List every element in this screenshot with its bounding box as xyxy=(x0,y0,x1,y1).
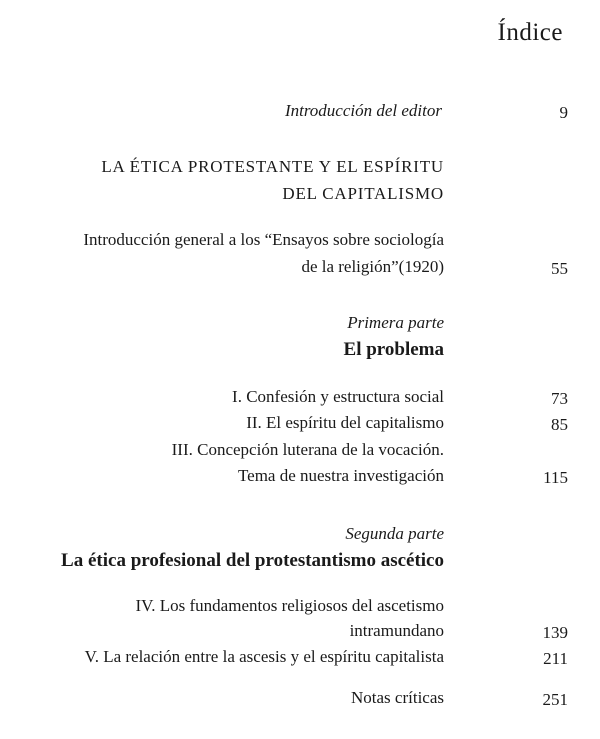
toc-page-ch1: 73 xyxy=(551,389,568,408)
toc-entry-ch5: V. La relación entre la ascesis y el espíritu capitalista xyxy=(84,647,444,666)
toc-page-intro-general: 55 xyxy=(551,259,568,278)
toc-page-ch3: 115 xyxy=(543,468,568,487)
part2-title: La ética profesional del protestantismo ascético xyxy=(61,550,444,571)
toc-entry-intro-editor: Introducción del editor xyxy=(284,101,442,120)
toc-entry-intro-general-line1: Introducción general a los “Ensayos sobre sociología xyxy=(83,230,444,249)
toc-entry-ch1: I. Confesión y estructura social xyxy=(232,387,444,406)
toc-entry-ch3-line1: III. Concepción luterana de la vocación. xyxy=(171,440,444,459)
part-main-title-line2: DEL CAPITALISMO xyxy=(282,184,444,203)
toc-page-intro-editor: 9 xyxy=(559,103,568,122)
part2-label: Segunda parte xyxy=(345,524,444,543)
toc-page-notes: 251 xyxy=(542,690,568,709)
toc-entry-notes: Notas críticas xyxy=(351,688,444,707)
toc-page-ch5: 211 xyxy=(543,649,568,668)
page-title: Índice xyxy=(497,19,563,46)
toc-page-ch2: 85 xyxy=(551,415,568,434)
toc-entry-ch4-line1: IV. Los fundamentos religiosos del ascetismo xyxy=(135,596,444,615)
part-main-title-line1: LA ÉTICA PROTESTANTE Y EL ESPÍRITU xyxy=(101,157,444,176)
part1-title: El problema xyxy=(343,339,444,360)
toc-entry-ch2: II. El espíritu del capitalismo xyxy=(246,413,444,432)
toc-entry-ch3-line2: Tema de nuestra investigación xyxy=(237,466,444,485)
part1-label: Primera parte xyxy=(347,313,444,332)
toc-page-ch4: 139 xyxy=(542,623,568,642)
toc-entry-ch4-line2: intramundano xyxy=(349,621,444,640)
toc-entry-intro-general-line2: de la religión”(1920) xyxy=(301,257,444,276)
